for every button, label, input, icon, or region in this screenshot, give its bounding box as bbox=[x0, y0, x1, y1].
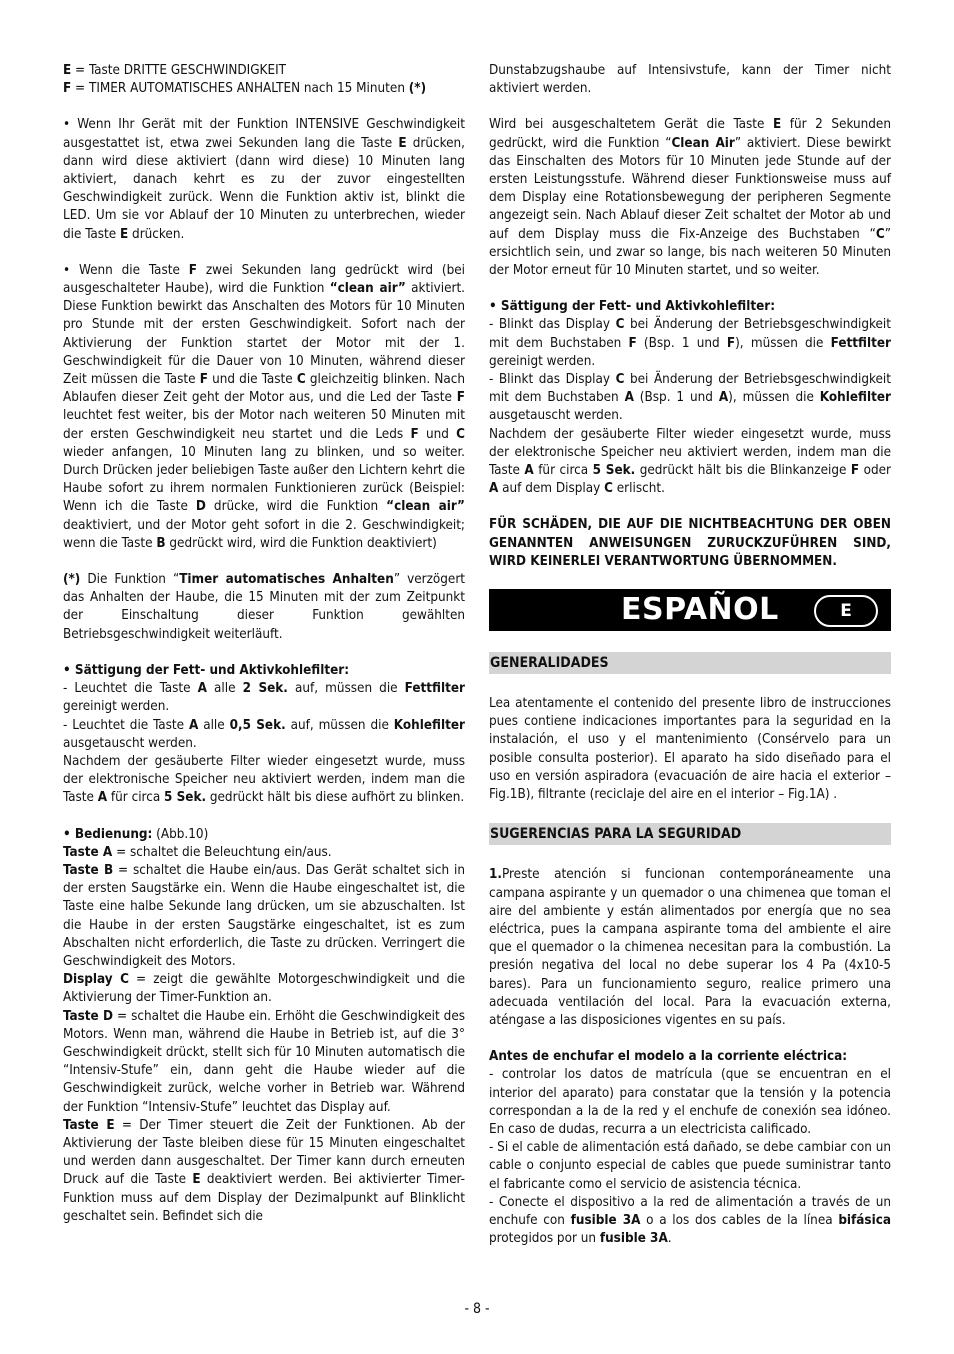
timer-note-paragraph: (*) Die Funktion “Timer automatisches Anhalten” verzögert das Anhalten der Haube, die 15 Minuten mit der zum Zeitpunkt der Einschaltung dieser Funktion gewählten Betriebsgeschwindigkeit weiterläuft. bbox=[63, 572, 465, 642]
filter-saturation-heading-right: • Sättigung der Fett- und Aktivkohlefilter: bbox=[489, 299, 776, 315]
intensive-paragraph: • Wenn Ihr Gerät mit der Funktion INTENSIVE Geschwindigkeit ausgestattet ist, etwa zwei Sekunden lang die Taste E drücken, dann wird diese aktiviert (dann wird diese) 10 Minuten lang aktiviert, danach kehrt es zu der zuvor eingestellten Geschwindigkeit zurück. Wenn die Funktion aktiv ist, blinkt die LED. Um sie vor Ablauf der 10 Minuten zu unterbrechen, wieder die Taste E drücken. bbox=[63, 117, 466, 242]
key-f-line: F = TIMER AUTOMATISCHES ANHALTEN nach 15 Minuten (*) bbox=[63, 81, 427, 97]
filter-reset-right-paragraph: Nachdem der gesäuberte Filter wieder eingesetzt wurde, muss der elektronische Speicher neu aktiviert werden, indem man die Taste A für circa 5 Sek. gedrückt hält bis die Blinkanzeige F oder A auf dem Display C erlischt. bbox=[489, 426, 891, 497]
left-column bbox=[63, 62, 465, 1226]
section-heading-seguridad: SUGERENCIAS PARA LA SEGURIDAD bbox=[489, 823, 891, 845]
language-banner bbox=[489, 589, 891, 631]
clean-air-right-paragraph: Wird bei ausgeschaltetem Gerät die Taste E für 2 Sekunden gedrückt, wird die Funktion “Clean Air” aktiviert. Diese bewirkt das Einschalten des Motors für 10 Minuten jede Stunde auf der ersten Leistungsstufe. Während dieser Funktionsweise muss auf dem Display eine Rotationsbewegung der peripheren Segmente angezeigt sein. Nach Ablauf dieser Zeit schaltet der Motor ab und auf dem Display muss die Fix-Anzeige des Buchstaben “C” ersichtlich sein, und zwar so lange, bis nach weiteren 50 Minuten der Motor erneut für 10 Minuten startet, und so weiter. bbox=[489, 117, 891, 279]
before-plugging-heading: Antes de enchufar el modelo a la corriente eléctrica: bbox=[489, 1049, 848, 1065]
key-d-description: Taste D = schaltet die Haube ein. Erhöht die Geschwindigkeit des Motors. Wenn man, während die Haube in Betrieb ist, auf die 3° Geschwindigkeit drückt, stellt sich für 10 Minuten automatisch die “Intensiv-Stufe” ein, dann geht die Haube wieder auf die Geschwindigkeit zurück, welche vorher in Betrieb war. Während der Funktion “Intensiv-Stufe” leuchtet das Display auf. bbox=[63, 1008, 466, 1115]
key-a-description: Taste A = schaltet die Beleuchtung ein/aus. bbox=[63, 844, 332, 860]
page-number: - 8 - bbox=[464, 1301, 490, 1317]
grease-filter-right-line: - Blinkt das Display C bei Änderung der Betriebsgeschwindigkeit mit dem Buchstaben F (Bsp. 1 und F), müssen die Fettfilter gereinigt werden. bbox=[489, 317, 891, 369]
right-column bbox=[489, 62, 891, 1248]
liability-disclaimer: FÜR SCHÄDEN, DIE AUF DIE NICHTBEACHTUNG DER OBEN GENANNTEN ANWEISUNGEN ZURUCKZUFÜHREN SIND, WIRD KEINERLEI VERANTWORTUNG ÜBERNOMMEN. bbox=[489, 517, 891, 569]
key-e-line: E = Taste DRITTE GESCHWINDIGKEIT bbox=[63, 63, 286, 78]
fuse-connection-line: - Conecte el dispositivo a la red de alimentación a través de un enchufe con fusible 3A o a los dos cables de la línea bifásica protegidos por un fusible 3A. bbox=[489, 1194, 891, 1247]
operation-heading: • Bedienung: (Abb.10) bbox=[63, 826, 209, 842]
section-heading-generalidades: GENERALIDADES bbox=[489, 652, 891, 674]
damaged-cable-line: - Si el cable de alimentación está dañado, se debe cambiar con un cable o conjunto especial de cables que puede suministrar tanto el fabricante como el servicio de asistencia técnica. bbox=[489, 1140, 891, 1192]
filter-saturation-heading: • Sättigung der Fett- und Aktivkohlefilter: bbox=[63, 662, 350, 678]
key-b-description: Taste B = schaltet die Haube ein/aus. Das Gerät schaltet sich in der ersten Saugstärke ein. Wenn die Haube eingeschaltet ist, die Taste eine halbe Sekunde lang drücken, um sie abzuschalten. Ist die Haube in der ersten Saugstärke eingeschaltet, ist es zum Abschalten nicht erforderlich, die Taste zu drücken. Verringert die Geschwindigkeit des Motors. bbox=[63, 862, 465, 969]
generalidades-paragraph: Lea atentamente el contenido del presente libro de instrucciones pues contiene indicaciones importantes para la seguridad en la instalación, el uso y el mantenimiento (Consérvelo para un posible consulta posterior). El aparato ha sido diseñado para el uso en versión aspiradora (evacuación de aire hacia el exterior – Fig.1B), filtrante (reciclaje del aire en el interior – Fig.1A) . bbox=[489, 696, 891, 803]
clean-air-paragraph: • Wenn die Taste F zwei Sekunden lang gedrückt wird (bei ausgeschalteter Haube), wird die Funktion “clean air” aktiviert. Diese Funktion bewirkt das Anschalten des Motors für 10 Minuten pro Stunde mit der ersten Geschwindigkeit. Sofort nach der Aktivierung der Funktion startet der Motor mit der 1. Geschwindigkeit für die Dauer von 10 Minuten, während dieser Zeit müssen die Taste F und die Taste C gleichzeitig blinken. Nach Ablaufen dieser Zeit geht der Motor aus, und die Led der Taste F leuchtet fest weiter, bis der Motor nach weiteren 50 Minuten mit der ersten Geschwindigkeit neu startet und die Leds F und C wieder anfangen, 10 Minuten lang zu blinken, und so weiter. Durch Drücken jeder beliebigen Taste außer den Lichtern kehrt die Haube sofort zu ihrem normalen Funktionieren zurück (Beispiel: Wenn ich die Taste D drücke, wird die Funktion “clean air” deaktiviert, und der Motor geht sofort in die 2. Geschwindigkeit; wenn die Taste B gedrückt wird, wird die Funktion deaktiviert) bbox=[63, 262, 465, 551]
language-badge: E bbox=[814, 595, 878, 627]
key-e-description: Taste E = Der Timer steuert die Zeit der Funktionen. Ab der Aktivierung der Taste bleiben diese für 15 Minuten eingeschaltet und werden dann ausgeschaltet. Der Timer kann durch erneuten Druck auf die Taste E deaktiviert werden. Bei aktivierter Timer-Funktion muss auf dem Display der Dezimalpunkt auf Blinklicht geschaltet sein. Befindet sich die bbox=[63, 1117, 465, 1224]
language-title: ESPAÑOL bbox=[621, 592, 779, 628]
carbon-filter-line: - Leuchtet die Taste A alle 0,5 Sek. auf, müssen die Kohlefilter ausgetauscht werden. bbox=[63, 717, 465, 751]
rating-check-line: - controlar los datos de matrícula (que se encuentran en el interior del aparato) para constatar que la tensión y la potencia correspondan a la de la red y el enchufe de conexión sea idóneo. En caso de dudas, recurra a un electricista calificado. bbox=[489, 1067, 891, 1137]
carbon-filter-right-line: - Blinkt das Display C bei Änderung der Betriebsgeschwindigkeit mit dem Buchstaben A (Bsp. 1 und A), müssen die Kohlefilter ausgetauscht werden. bbox=[489, 372, 891, 424]
safety-point-1: 1.Preste atención si funcionan contemporáneamente una campana aspirante y un quemador o una chimenea que toman el aire del ambiente y están alimentados por energía que no sea eléctrica, pues la campana aspirante toma del ambiente el aire que el quemador o la chimenea necesitan para la combustión. La presión negativa del local no debe superar los 4 Pa (4x10-5 bares). Para un funcionamiento seguro, realice primero una adecuada ventilación del local. Para la evacuación externa, aténgase a las disposiciones vigentes en su país. bbox=[489, 867, 891, 1028]
intensive-continuation: Dunstabzugshaube auf Intensivstufe, kann der Timer nicht aktiviert werden. bbox=[489, 63, 891, 97]
filter-reset-paragraph: Nachdem der gesäuberte Filter wieder eingesetzt wurde, muss der elektronische Speicher neu aktiviert werden, indem man die Taste A für circa 5 Sek. gedrückt hält bis diese aufhört zu blinken. bbox=[63, 753, 465, 806]
grease-filter-line: - Leuchtet die Taste A alle 2 Sek. auf, müssen die Fettfilter gereinigt werden. bbox=[63, 681, 465, 715]
display-c-description: Display C = zeigt die gewählte Motorgeschwindigkeit und die Aktivierung der Timer-Funktion an. bbox=[63, 972, 465, 1006]
